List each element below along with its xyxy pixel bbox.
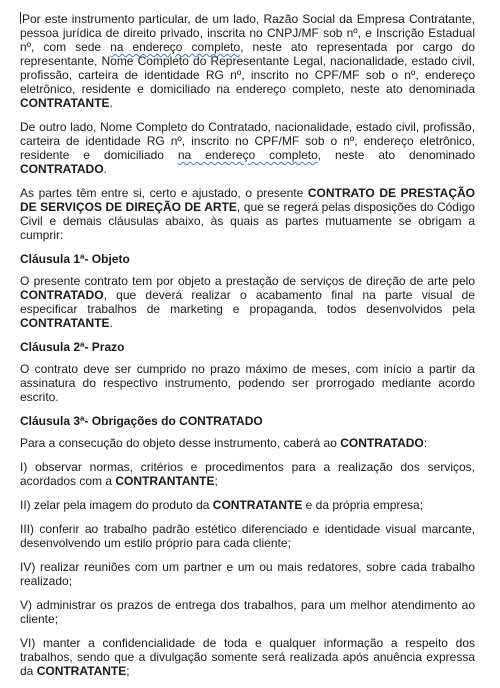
- clause-3-heading: Cláusula 3ª- Obrigações do CONTRATADO: [20, 414, 263, 428]
- punctuation: .: [103, 162, 107, 176]
- paragraph-text: , neste ato representada por cargo do representante, Nome Completo do Representante Legal, nacionalidade, estado civil, profissão, carteira de identidade RG nº, inscrito no CPF/MF sob o nº, endereço eletrônico, residente e domiciliado na endereço completo, neste ato denominada: [20, 40, 475, 96]
- paragraph-text: I) observar normas, critérios e procedimentos para a realização dos serviços, acordados com a: [20, 460, 475, 488]
- paragraph-text: VI) manter a confidencialidade de toda e qualquer informação a respeito dos trabalhos, sendo que a divulgação somente será realizada após anuência expressa da: [20, 636, 475, 678]
- punctuation: :: [423, 436, 428, 450]
- party-name-bold: CONTRANTANTE: [115, 474, 215, 488]
- punctuation: ;: [126, 664, 130, 678]
- punctuation: .: [109, 316, 113, 330]
- obligation-item-2: [20, 498, 475, 512]
- paragraph-text: Por este instrumento particular, de um lado, Razão Social da Empresa Contratante, pessoa jurídica de direito privado, inscrita no CNPJ/MF sob nº, e Inscrição Estadual nº, com sede: [20, 12, 475, 54]
- party-name-bold: CONTRATANTE: [212, 498, 303, 512]
- paragraph-contratado: [20, 120, 475, 176]
- party-name-bold: CONTRATADO: [20, 162, 104, 176]
- party-name-bold: CONTRATANTE: [20, 96, 110, 110]
- punctuation: ;: [214, 474, 218, 488]
- party-name-bold: CONTRATANTE: [20, 316, 110, 330]
- paragraph-objeto: [20, 274, 475, 330]
- obligation-item-3: III) conferir ao trabalho padrão estético diferenciado e identidade visual marcante, desenvolvendo um estilo próprio para cada cliente;: [20, 522, 475, 550]
- paragraph-text: As partes têm entre si, certo e ajustado, o presente: [20, 186, 308, 200]
- party-name-bold: CONTRATADO: [20, 288, 104, 302]
- contract-title-bold: CONTRATO DE PRESTAÇÃO DE SERVIÇOS DE DIREÇÃO DE ARTE: [20, 186, 476, 214]
- clause-1-heading: Cláusula 1ª- Objeto: [20, 252, 130, 266]
- text-cursor: [20, 12, 21, 24]
- paragraph-prazo: O contrato deve ser cumprido no prazo máximo de meses, com início a partir da assinatura do respectivo instrumento, podendo ser prorrogado mediante acordo escrito.: [20, 362, 475, 404]
- paragraph-contratante: [20, 12, 475, 110]
- paragraph-text: e da própria empresa;: [302, 498, 424, 512]
- obligation-item-6: [20, 636, 475, 678]
- paragraph-text: II) zelar pela imagem do produto da: [20, 498, 213, 512]
- paragraph-text: , que se regerá pelas disposições do Código Civil e demais cláusulas abaixo, às quais as partes mutuamente se obrigam a cumprir:: [20, 200, 475, 242]
- spellcheck-underlined-text[interactable]: na endereço completo: [177, 148, 318, 162]
- paragraph-text: , que deverá realizar o acabamento final na parte visual de especificar trabalhos de marketing e propaganda, todos desenvolvidos pela: [20, 288, 475, 316]
- spellcheck-underlined-text[interactable]: na endereço completo: [110, 40, 241, 54]
- paragraph-text: , neste ato denominado: [317, 148, 475, 162]
- obligation-item-1: [20, 460, 475, 488]
- paragraph-text: O presente contrato tem por objeto a prestação de serviços de direção de arte pelo: [20, 274, 475, 288]
- clause-2-heading: Cláusula 2ª- Prazo: [20, 340, 125, 354]
- party-name-bold: CONTRATANTE: [36, 664, 127, 678]
- obligation-item-4: IV) realizar reuniões com um partner e um ou mais redatores, sobre cada trabalho realizado;: [20, 560, 475, 588]
- paragraph-obrigacoes-intro: [20, 436, 475, 450]
- paragraph-agreement: [20, 186, 475, 242]
- party-name-bold: CONTRATADO: [340, 436, 424, 450]
- punctuation: .: [109, 96, 113, 110]
- document-body: [20, 12, 475, 688]
- paragraph-text: De outro lado, Nome Completo do Contratado, nacionalidade, estado civil, profissão, carteira de identidade RG nº, inscrito no CPF/MF sob o nº, endereço eletrônico, residente e domiciliado: [20, 120, 475, 162]
- paragraph-text: Para a consecução do objeto desse instrumento, caberá ao: [20, 436, 341, 450]
- obligation-item-5: V) administrar os prazos de entrega dos trabalhos, para um melhor atendimento ao cliente;: [20, 598, 475, 626]
